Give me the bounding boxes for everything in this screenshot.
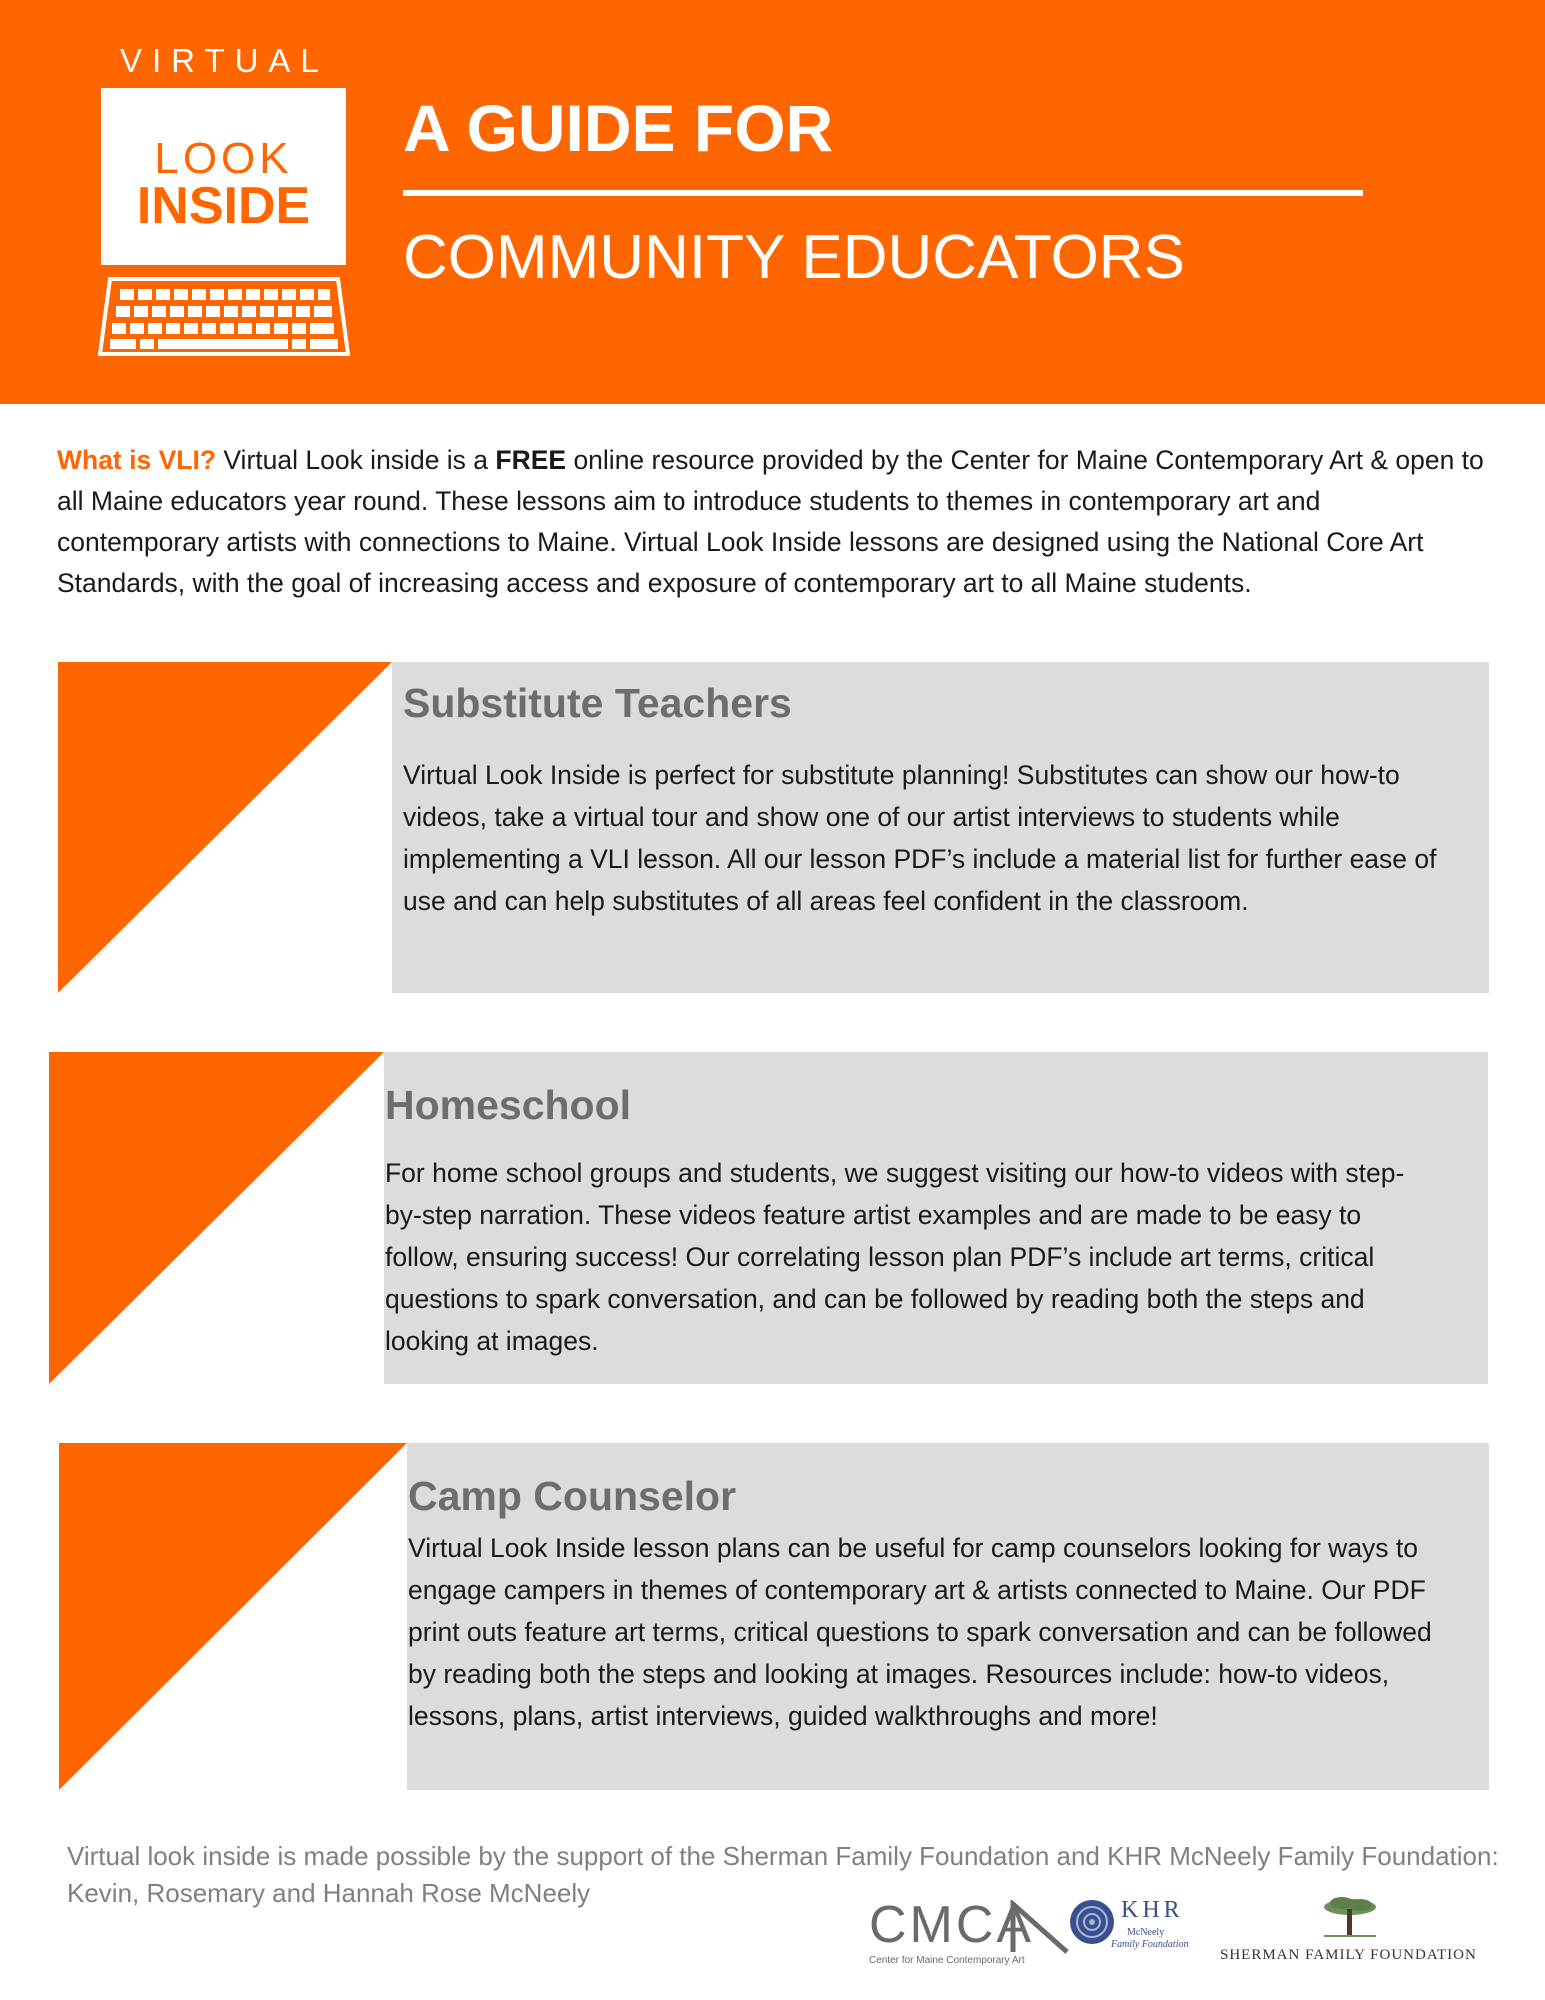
cmca-logo-a-mark (1009, 1900, 1073, 1956)
khr-logo-subtitle-1: McNeely (1127, 1927, 1165, 1938)
intro-text-1: Virtual Look inside is a (216, 445, 496, 475)
section-title: Homeschool (385, 1082, 632, 1128)
cmca-logo-mark: CMCA (869, 1896, 1035, 1954)
orange-triangle-decoration (59, 1443, 407, 1790)
section-card-camp-counselor (59, 1443, 1489, 1790)
page-title-line-1: A GUIDE FOR (403, 91, 834, 165)
section-title: Substitute Teachers (403, 680, 792, 726)
orange-triangle-decoration (49, 1052, 384, 1384)
brand-virtual-text: VIRTUAL (120, 42, 329, 79)
tree-icon (1320, 1895, 1380, 1939)
intro-free-emphasis: FREE (495, 445, 567, 475)
section-body: Virtual Look Inside lesson plans can be useful for camp counselors looking for ways to engage campers in themes of contemporary art & artists connected to Maine. Our PDF print outs feature art terms, critical questions to spark conversation and can be followed by reading both the steps and looking at images. Resources include: how-to videos, lessons, plans, artist interviews, guided walkthroughs and more! (408, 1533, 1432, 1731)
sherman-logo-text: SHERMAN FAMILY FOUNDATION (1220, 1947, 1477, 1963)
section-card-homeschool (49, 1052, 1488, 1384)
section-card-substitute-teachers (58, 662, 1489, 993)
section-title: Camp Counselor (408, 1473, 737, 1519)
intro-text-2: online resource provided by the Center for Maine Contemporary Art & open to all Maine educators year round. These lessons aim to introduce students to themes in contemporary art and contemporary artists with connections to Maine. Virtual Look Inside lessons are designed using the National Core Art Standards, with the goal of increasing access and exposure of contemporary art to all Maine students. (57, 445, 1484, 598)
footer-credits: Virtual look inside is made possible by the support of the Sherman Family Foundation and KHR McNeely Family Foundation: Kevin, Rosemary and Hannah Rose McNeely (67, 1841, 1499, 1908)
keyboard-icon (98, 277, 350, 357)
khr-logo (1065, 1895, 1215, 1975)
intro-lead: What is VLI? (57, 445, 216, 475)
khr-logo-subtitle-2: Family Foundation (1111, 1939, 1189, 1950)
header-banner (0, 0, 1545, 404)
section-body: Virtual Look Inside is perfect for substitute planning! Substitutes can show our how-to videos, take a virtual tour and show one of our artist interviews to students while implementing a VLI lesson. All our lesson PDF’s include a material list for further ease of use and can help substitutes of all areas feel confident in the classroom. (403, 760, 1437, 916)
rose-icon (1067, 1897, 1117, 1947)
section-body: For home school groups and students, we suggest visiting our how-to videos with step-by-step narration. These videos feature artist examples and are made to be easy to follow, ensuring success! Our correlating lesson plan PDF’s include art terms, critical questions to spark conversation, and can be followed by reading both the steps and looking at images. (385, 1158, 1405, 1356)
vli-logo (101, 88, 346, 265)
sponsor-logos (865, 1895, 1485, 1985)
page-title-line-2: COMMUNITY EDUCATORS (403, 223, 1185, 292)
khr-logo-mark: KHR (1121, 1897, 1184, 1923)
intro-paragraph (57, 440, 1487, 604)
sherman-logo (1220, 1895, 1480, 1975)
logo-look-text: LOOK (154, 134, 293, 183)
orange-triangle-decoration (58, 662, 392, 993)
cmca-logo-subtitle: Center for Maine Contemporary Art (869, 1955, 1025, 1966)
title-divider (403, 190, 1363, 196)
logo-inside-text: INSIDE (136, 177, 311, 235)
